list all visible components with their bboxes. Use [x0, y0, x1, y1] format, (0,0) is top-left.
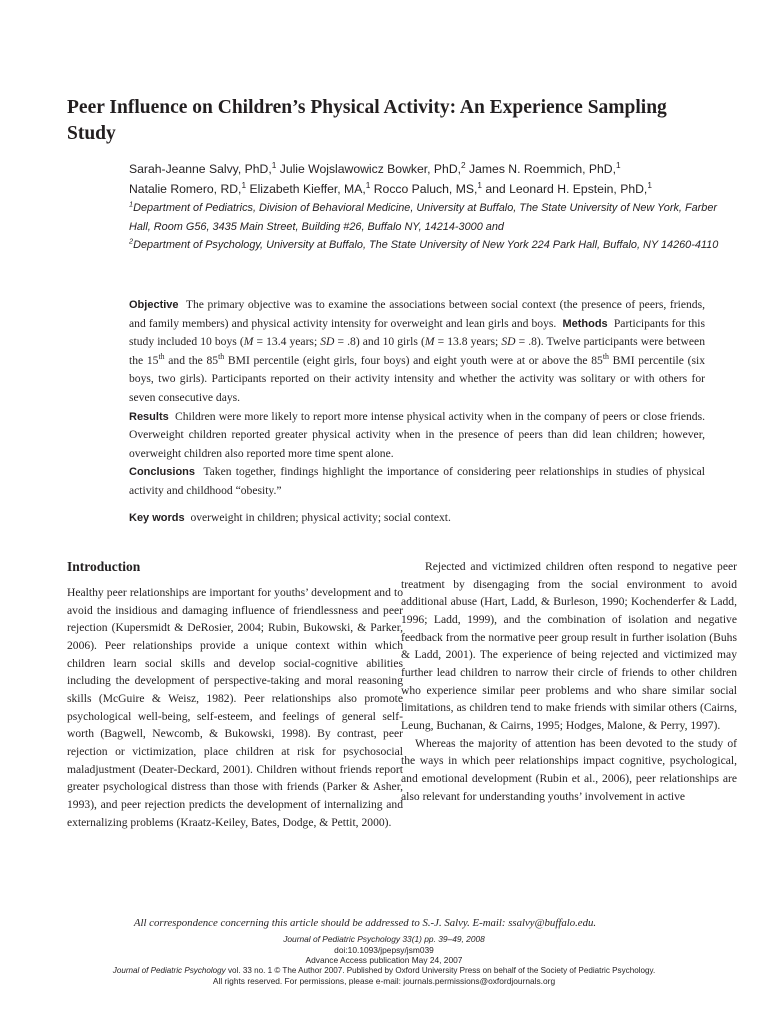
- correspondence-note: All correspondence concerning this article should be addressed to S.-J. Salvy. E-mail: ssalvy@buffalo.edu.: [133, 917, 597, 929]
- author: Elizabeth Kieffer, MA,$^1$: [249, 179, 371, 196]
- doi: doi:10.1093/jpepsy/jsm039: [334, 944, 434, 955]
- journal-citation: Journal of Pediatric Psychology 33(1) pp. 39–49, 2008: [283, 934, 485, 944]
- keywords: [129, 509, 705, 527]
- affiliation: $^1$Department of Pediatrics, Division of Behavioral Medicine, University at Buffalo, The State University of New York, Farber Hall, Room G56, 3435 Main Street, Building #26, Buffalo NY, 14214-3000 and: [129, 199, 718, 233]
- author-list: [129, 159, 729, 199]
- rights: All rights reserved. For permissions, please e-mail: journals.permissions@oxfordjournals.org: [212, 976, 556, 987]
- body-column-right: [401, 558, 737, 805]
- methods-label: Methods: [562, 317, 608, 330]
- keywords-label: Key words: [129, 512, 185, 524]
- body-paragraph: Rejected and victimized children often respond to negative peer treatment by disengaging from the social environment to avoid additional abuse (Hart, Ladd, & Burleson, 1990; Kochenderfer & Ladd, 1996; Ladd, 1999), and the combination of isolation and negative feedback from the normative peer group result in further isolation (Buhs & Ladd, 2001). The experience of being rejected and victimized may further lead children to narrow their circle of friends to other children who experience similar peer problems and who share similar social limitations, as children tend to make friends with similar others (Cairns, Leung, Buchanan, & Cairns, 1995; Hodges, Malone, & Perry, 1997).: [401, 560, 737, 732]
- copyright: Journal of Pediatric Psychology vol. 33 no. 1 © The Author 2007. Published by Oxford University Press on behalf of the Society of Pediatric Psychology.: [112, 965, 656, 975]
- author: Natalie Romero, RD,$^1$: [129, 179, 247, 196]
- objective-label: Objective: [129, 299, 179, 311]
- abstract-objective: Objective The primary objective was to examine the associations between social context (the presence of peers, friends, and family members) and physical activity intensity for overweight and lean girls and boys. Methods Participants for this study included 10 boys (M = 13.4 years; SD = .8) and 10 girls (M = 13.8 years; SD = .8). Twelve participants were between the 15th and the 85th BMI percentile (eight girls, four boys) and eight youth were at or above the 85th BMI percentile (six boys, two girls). Participants reported on their activity intensity and whether the activity was solitary or with others for seven consecutive days.: [129, 298, 706, 404]
- affiliations: [129, 199, 729, 255]
- section-heading-introduction: Introduction: [67, 559, 141, 574]
- author: and Leonard H. Epstein, PhD,$^1$: [485, 179, 652, 196]
- journal-footer: [0, 934, 768, 987]
- advance-access: Advance Access publication May 24, 2007: [305, 955, 463, 966]
- body-paragraph: Whereas the majority of attention has been devoted to the study of the ways in which peer relationships impact cognitive, psychological, and emotional development (Rubin et al., 2006), peer relationships are also relevant for understanding youths’ involvement in active: [401, 736, 737, 803]
- abstract-results: Results Children were more likely to report more intense physical activity when in the company of peers or close friends. Overweight children reported greater physical activity when in the presence of peers than did lean children; however, overweight children also reported more time spent alone.: [129, 409, 706, 460]
- author: Julie Wojslawowicz Bowker, PhD,$^2$: [279, 159, 466, 176]
- body-paragraph: Healthy peer relationships are important for youths’ development and to avoid the insidious and damaging influence of friendlessness and peer rejection (Kupersmidt & DeRosier, 2004; Rubin, Bukowski, & Parker, 2006). Peer relationships provide a unique context within which children learn social skills and develop social-cognitive abilities including the development of perspective-taking and moral reasoning skills (McGuire & Weisz, 1982). Peer relationships also promote psychological well-being, self-esteem, and feelings of general self-worth (Bagwell, Newcomb, & Bukowski, 1998). By contrast, peer rejection or victimization, place children at risk for psychosocial maladjustment (Deater-Deckard, 2001). Children without friends report greater psychological distress than those with friends (Parker & Asher, 1993), and peer rejection predicts the development of internalizing and externalizing problems (Kraatz-Keiley, Bates, Dodge, & Pettit, 2000).: [67, 586, 403, 829]
- author: James N. Roemmich, PhD,$^1$: [469, 159, 621, 176]
- abstract-conclusions: Conclusions Taken together, findings highlight the importance of considering peer relationships in studies of physical activity and childhood “obesity.”: [129, 465, 706, 497]
- abstract: [129, 296, 705, 501]
- article-title: Peer Influence on Children’s Physical Activity: An Experience Sampling Study: [67, 97, 667, 144]
- affiliation: $^2$Department of Psychology, University at Buffalo, The State University of New York 224 Park Hall, Buffalo, NY 14260-4110: [129, 236, 719, 252]
- conclusions-label: Conclusions: [129, 466, 196, 479]
- keywords-text: overweight in children; physical activity; social context.: [190, 511, 451, 524]
- body-column-left: [67, 558, 403, 831]
- author: Sarah-Jeanne Salvy, PhD,$^1$: [129, 159, 277, 176]
- author: Rocco Paluch, MS,$^1$: [373, 179, 482, 196]
- results-label: Results: [129, 410, 169, 423]
